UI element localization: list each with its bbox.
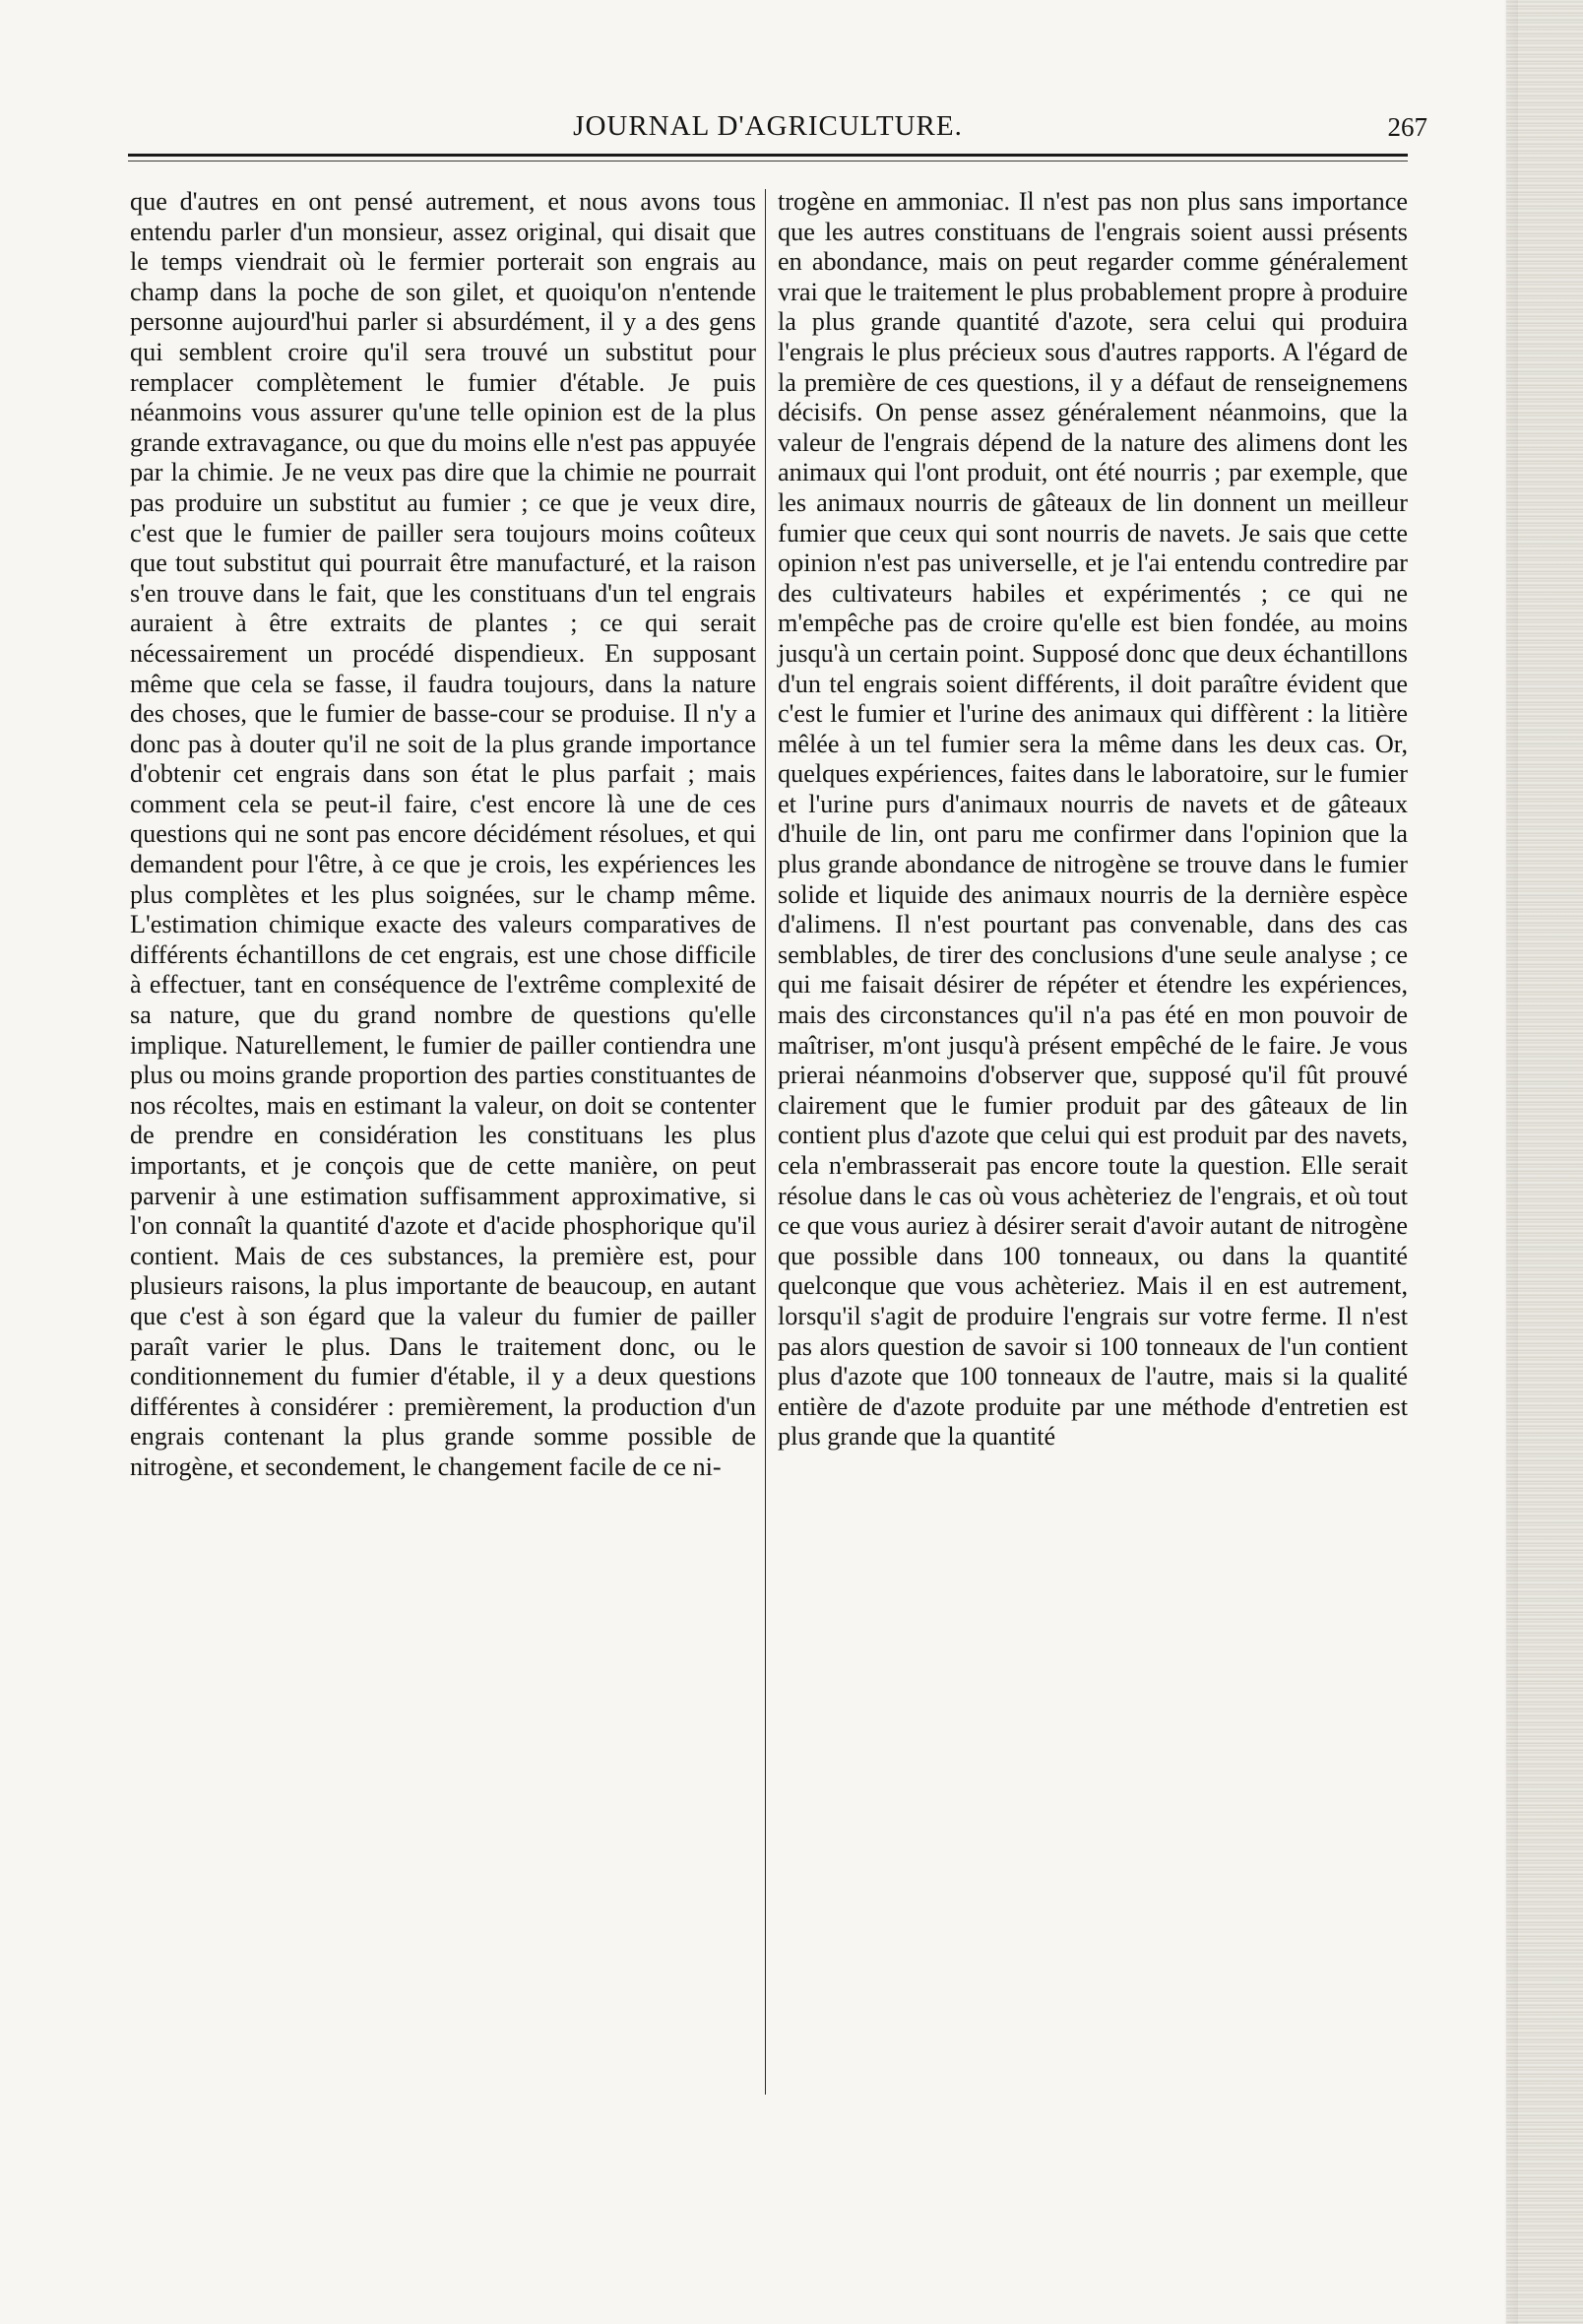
column-divider (765, 189, 766, 2095)
page-number: 267 (1387, 112, 1427, 142)
running-title: JOURNAL D'AGRICULTURE. (573, 110, 963, 142)
right-column (778, 187, 1408, 1452)
page-edge (1506, 0, 1583, 2324)
left-column-text: que d'autres en ont pensé autrement, et nous avons tous entendu parler d'un monsieur, assez original, qui disait que le temps viendrait où le fermier porterait son engrais au champ dans la poche de son gilet, et quoiqu'on n'entende personne aujourd'hui parler si absurdément, il y a des gens qui semblent croire qu'il sera trouvé un substitut pour remplacer complètement le fumier d'étable. Je puis néanmoins vous assurer qu'une telle opinion est de la plus grande extravagance, ou que du moins elle n'est pas appuyée par la chimie. Je ne veux pas dire que la chimie ne pourrait pas produire un substitut au fumier ; ce que je veux dire, c'est que le fumier de pailler sera toujours moins coûteux que tout substitut qui pourrait être manufacturé, et la raison s'en trouve dans le fait, que les constituans d'un tel engrais auraient à être extraits de plantes ; ce qui serait nécessairement un procédé dispendieux. En supposant même que cela se fasse, il faudra toujours, dans la nature des choses, que le fumier de basse-cour se produise. Il n'y a donc pas à douter qu'il ne soit de la plus grande importance d'obtenir cet engrais dans son état le plus parfait ; mais comment cela se peut-il faire, c'est encore là une de ces questions qui ne sont pas encore décidément résolues, et qui demandent pour l'être, à ce que je crois, les expériences les plus complètes et les plus soignées, sur le champ même. L'estimation chimique exacte des valeurs comparatives de différents échantillons de cet engrais, est une chose difficile à effectuer, tant en conséquence de l'extrême complexité de sa nature, que du grand nombre de questions qu'elle implique. Naturellement, le fumier de pailler contiendra une plus ou moins grande proportion des parties constituantes de nos récoltes, mais en estimant la valeur, on doit se contenter de prendre en considération les constituans les plus importants, et je conçois que de cette manière, on peut parvenir à une estimation suffisamment approximative, si l'on connaît la quantité d'azote et d'acide phosphorique qu'il contient. Mais de ces substances, la première est, pour plusieurs raisons, la plus importante de beaucoup, en autant que c'est à son égard que la valeur du fumier de pailler paraît varier le plus. Dans le traitement donc, ou le conditionnement du fumier d'étable, il y a deux questions différentes à considérer : premièrement, la production d'un engrais contenant la plus grande somme possible de nitrogène, et secondement, le changement facile de ce ni- (130, 187, 756, 1481)
right-column-text: trogène en ammoniac. Il n'est pas non plus sans importance que les autres constituans de l'engrais soient aussi présents en abondance, mais on peut regarder comme généralement vrai que le traitement le plus probablement propre à produire la plus grande quantité d'azote, sera celui qui produira l'engrais le plus précieux sous d'autres rapports. A l'égard de la première de ces questions, il y a défaut de renseignemens décisifs. On pense assez généralement néanmoins, que la valeur de l'engrais dépend de la nature des alimens dont les animaux qui l'ont produit, ont été nourris ; par exemple, que les animaux nourris de gâteaux de lin donnent un meilleur fumier que ceux qui sont nourris de navets. Je sais que cette opinion n'est pas universelle, et je l'ai entendu contredire par des cultivateurs habiles et expérimentés ; ce qui ne m'empêche pas de croire qu'elle est bien fondée, au moins jusqu'à un certain point. Supposé donc que deux échantillons d'un tel engrais soient différents, il doit paraître évident que c'est le fumier et l'urine des animaux qui diffèrent : la litière mêlée à un tel fumier sera la même dans les deux cas. Or, quelques expériences, faites dans le laboratoire, sur le fumier et l'urine purs d'animaux nourris de navets et de gâteaux d'huile de lin, ont paru me confirmer dans l'opinion que la plus grande abondance de nitrogène se trouve dans le fumier solide et liquide des animaux nourris de la dernière espèce d'alimens. Il n'est pourtant pas convenable, dans des cas semblables, de tirer des conclusions d'une seule analyse ; ce qui me faisait désirer de répéter et étendre les expériences, mais des circonstances qu'il n'a pas été en mon pouvoir de maîtriser, m'ont jusqu'à présent empêché de le faire. Je vous prierai néanmoins d'observer que, supposé qu'il fût prouvé clairement que le fumier produit par des gâteaux de lin contient plus d'azote que celui qui est produit par des navets, cela n'embrasserait pas encore toute la question. Elle serait résolue dans le cas où vous achèteriez de l'engrais, et où tout ce que vous auriez à désirer serait d'avoir autant de nitrogène que possible dans 100 tonneaux, ou dans la quantité quelconque que vous achèteriez. Mais il en est autrement, lorsqu'il s'agit de produire l'engrais sur votre ferme. Il n'est pas alors question de savoir si 100 tonneaux de l'un contient plus d'azote que 100 tonneaux de l'autre, mais si la qualité entière de d'azote produite par une méthode d'entretien est plus grande que la quantité (778, 187, 1408, 1452)
running-head (128, 110, 1427, 150)
left-column (130, 187, 756, 1483)
header-rule (128, 154, 1408, 157)
